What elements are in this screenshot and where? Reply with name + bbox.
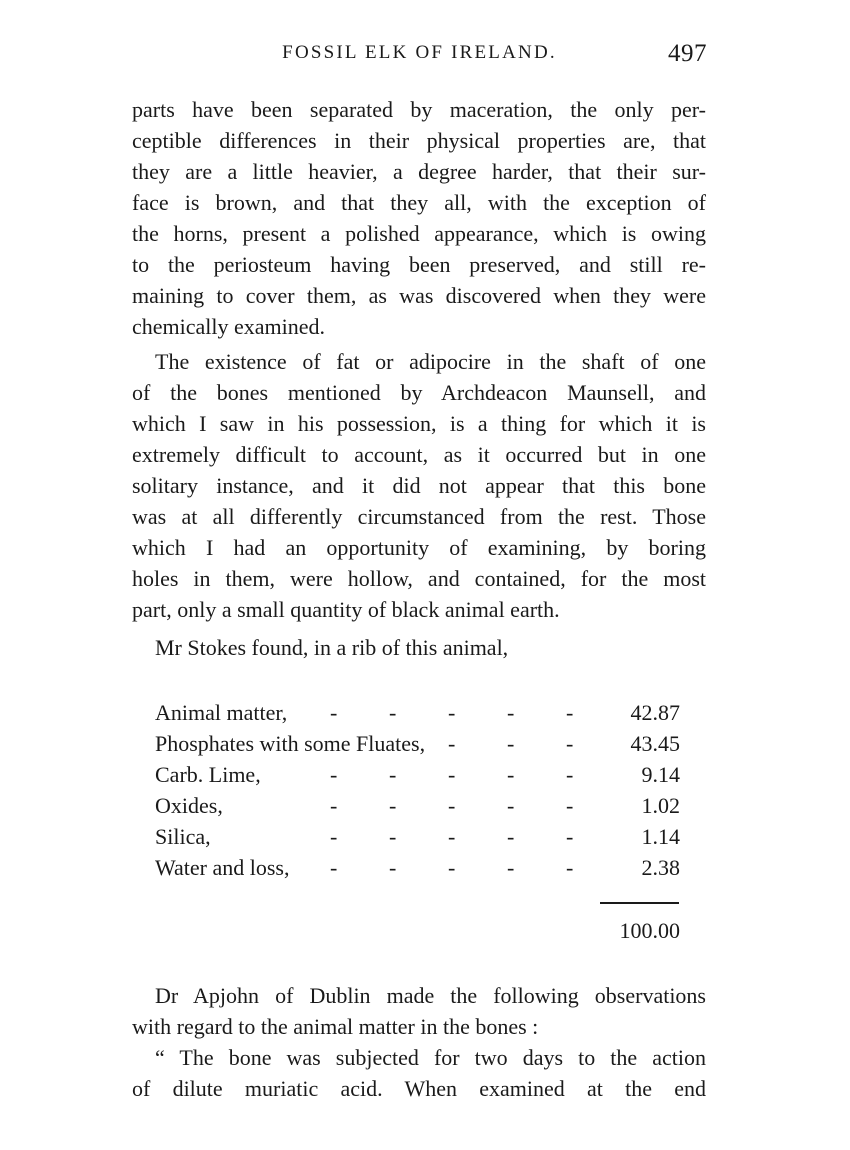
paragraph-maceration	[132, 94, 706, 342]
text-line: was at all differently circumstanced from the rest. Those	[132, 504, 706, 529]
leader-dash: -	[566, 731, 574, 756]
leader-dash: -	[507, 793, 515, 818]
leader-dash: -	[507, 855, 515, 880]
page-number: 497	[668, 40, 707, 67]
text-line: extremely difficult to account, as it occurred but in one	[132, 442, 706, 467]
text-line: “ The bone was subjected for two days to the action	[155, 1045, 706, 1070]
running-title: FOSSIL ELK OF IRELAND.	[282, 42, 557, 63]
text-line: of dilute muriatic acid. When examined at the end	[132, 1076, 706, 1101]
analysis-table	[155, 697, 680, 883]
leader-dash: -	[566, 700, 574, 725]
analysis-label: Phosphates with some Fluates,	[155, 731, 426, 756]
leader-dash: -	[566, 855, 574, 880]
leader-dash: -	[507, 731, 515, 756]
analysis-label: Silica,	[155, 824, 211, 849]
paragraph-stokes	[132, 632, 706, 663]
analysis-label: Animal matter,	[155, 700, 288, 725]
text-line: solitary instance, and it did not appear that this bone	[132, 473, 706, 498]
leader-dash: -	[566, 793, 574, 818]
leader-dash: -	[330, 762, 338, 787]
text-line: holes in them, were hollow, and contained, for the most	[132, 566, 706, 591]
analysis-total-row	[155, 915, 680, 946]
analysis-label: Water and loss,	[155, 855, 290, 880]
leader-dash: -	[389, 793, 397, 818]
analysis-row	[155, 697, 680, 728]
text-line: The existence of fat or adipocire in the shaft of one	[155, 349, 706, 374]
leader-dash: -	[448, 824, 456, 849]
text-line: with regard to the animal matter in the bones :	[132, 1014, 539, 1039]
leader-dash: -	[507, 700, 515, 725]
text-line: the horns, present a polished appearance, which is owing	[132, 221, 706, 246]
leader-dash: -	[448, 855, 456, 880]
text-line: which I had an opportunity of examining, by boring	[132, 535, 706, 560]
text-line: chemically examined.	[132, 314, 326, 339]
analysis-total: 100.00	[619, 918, 680, 943]
text-line: maining to cover them, as was discovered when they were	[132, 283, 706, 308]
leader-dash: -	[330, 793, 338, 818]
text-line: they are a little heavier, a degree harder, that their sur-	[132, 159, 706, 184]
text-line: ceptible differences in their physical properties are, that	[132, 128, 706, 153]
text-line: Mr Stokes found, in a rib of this animal,	[155, 635, 509, 660]
text-line: Dr Apjohn of Dublin made the following observations	[155, 983, 706, 1008]
text-line: parts have been separated by maceration, the only per-	[132, 97, 706, 122]
text-line: which I saw in his possession, is a thing for which it is	[132, 411, 706, 436]
analysis-row	[155, 759, 680, 790]
running-head	[132, 40, 707, 74]
leader-dash: -	[566, 762, 574, 787]
analysis-value: 2.38	[641, 855, 680, 880]
leader-dash: -	[389, 824, 397, 849]
analysis-value: 9.14	[641, 762, 680, 787]
text-line: of the bones mentioned by Archdeacon Maunsell, and	[132, 380, 706, 405]
analysis-value: 43.45	[630, 731, 680, 756]
leader-dash: -	[389, 700, 397, 725]
leader-dash: -	[448, 700, 456, 725]
analysis-row	[155, 728, 680, 759]
leader-dash: -	[330, 855, 338, 880]
paragraph-adipocire	[132, 346, 706, 625]
analysis-value: 1.02	[641, 793, 680, 818]
leader-dash: -	[448, 731, 456, 756]
text-line: to the periosteum having been preserved, and still re-	[132, 252, 706, 277]
leader-dash: -	[389, 762, 397, 787]
paragraph-apjohn	[132, 980, 706, 1042]
leader-dash: -	[566, 824, 574, 849]
text-line: part, only a small quantity of black animal earth.	[132, 597, 560, 622]
leader-dash: -	[389, 855, 397, 880]
analysis-value: 42.87	[630, 700, 680, 725]
leader-dash: -	[330, 824, 338, 849]
paragraph-quotation	[132, 1042, 706, 1104]
analysis-row	[155, 852, 680, 883]
analysis-label: Oxides,	[155, 793, 223, 818]
leader-dash: -	[330, 700, 338, 725]
analysis-row	[155, 790, 680, 821]
leader-dash: -	[448, 793, 456, 818]
text-line: face is brown, and that they all, with the exception of	[132, 190, 706, 215]
analysis-row	[155, 821, 680, 852]
total-rule	[600, 902, 679, 904]
leader-dash: -	[507, 762, 515, 787]
leader-dash: -	[507, 824, 515, 849]
analysis-value: 1.14	[641, 824, 680, 849]
leader-dash: -	[448, 762, 456, 787]
analysis-label: Carb. Lime,	[155, 762, 261, 787]
